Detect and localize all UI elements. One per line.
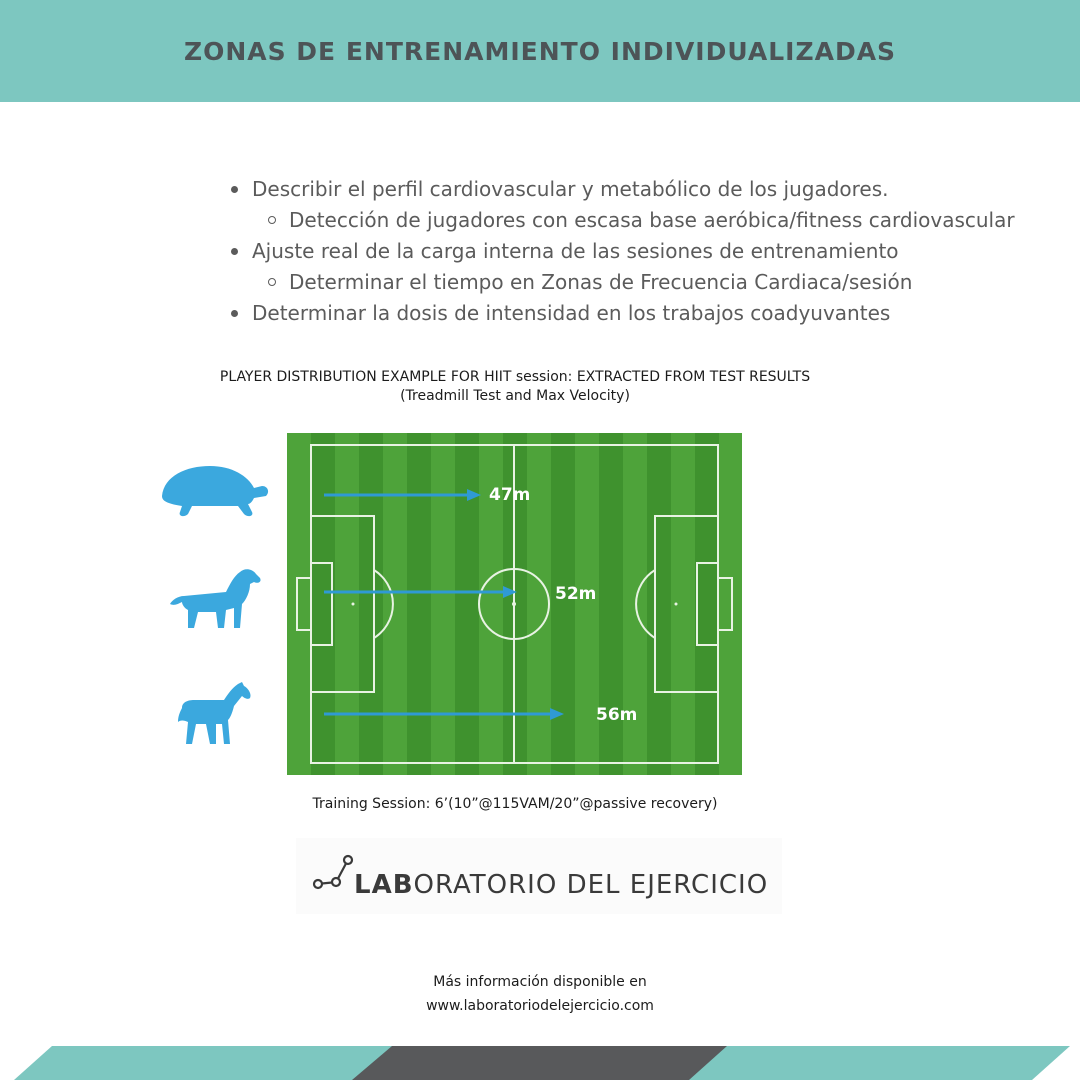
distance-label-56m: 56m [596,705,638,725]
sub-bullet-item: Determinar el tiempo en Zonas de Frecuencia Cardiaca/sesión [230,267,1010,298]
turtle-icon [158,462,270,520]
figure-caption-line2: (Treadmill Test and Max Velocity) [400,388,630,404]
header-banner [0,0,1080,102]
footer-info [340,970,740,1018]
logo-text-light: ORATORIO DEL EJERCICIO [413,870,769,900]
distance-label-47m: 47m [489,485,531,505]
session-caption: Training Session: 6’(10”@115VAM/20”@passive recovery) [312,796,718,812]
bullet-item: Describir el perfil cardiovascular y metabólico de los jugadores. [230,174,1010,205]
decorative-stripes [0,1040,1080,1080]
website-link[interactable]: www.laboratoriodelejercicio.com [426,998,654,1014]
figure-caption [180,368,850,406]
brand-logo [296,838,782,914]
logo-text [354,870,768,900]
page-title: ZONAS DE ENTRENAMIENTO INDIVIDUALIZADAS [183,36,897,66]
bullet-item: Determinar la dosis de intensidad en los trabajos coadyuvantes [230,298,1010,329]
sub-bullet-item: Detección de jugadores con escasa base aeróbica/fitness cardiovascular [230,205,1010,236]
football-field [287,433,742,775]
bullet-item: Ajuste real de la carga interna de las sesiones de entrenamiento [230,236,1010,267]
molecule-icon [312,852,356,892]
distance-label-52m: 52m [555,584,597,604]
figure-caption-line1: PLAYER DISTRIBUTION EXAMPLE FOR HIIT session: EXTRACTED FROM TEST RESULTS [219,369,811,385]
logo-text-strong: LAB [354,870,414,900]
footer-info-line: Más información disponible en [433,974,647,990]
bullet-list [230,174,1015,329]
dog-icon [168,566,262,630]
horse-icon [176,680,252,746]
